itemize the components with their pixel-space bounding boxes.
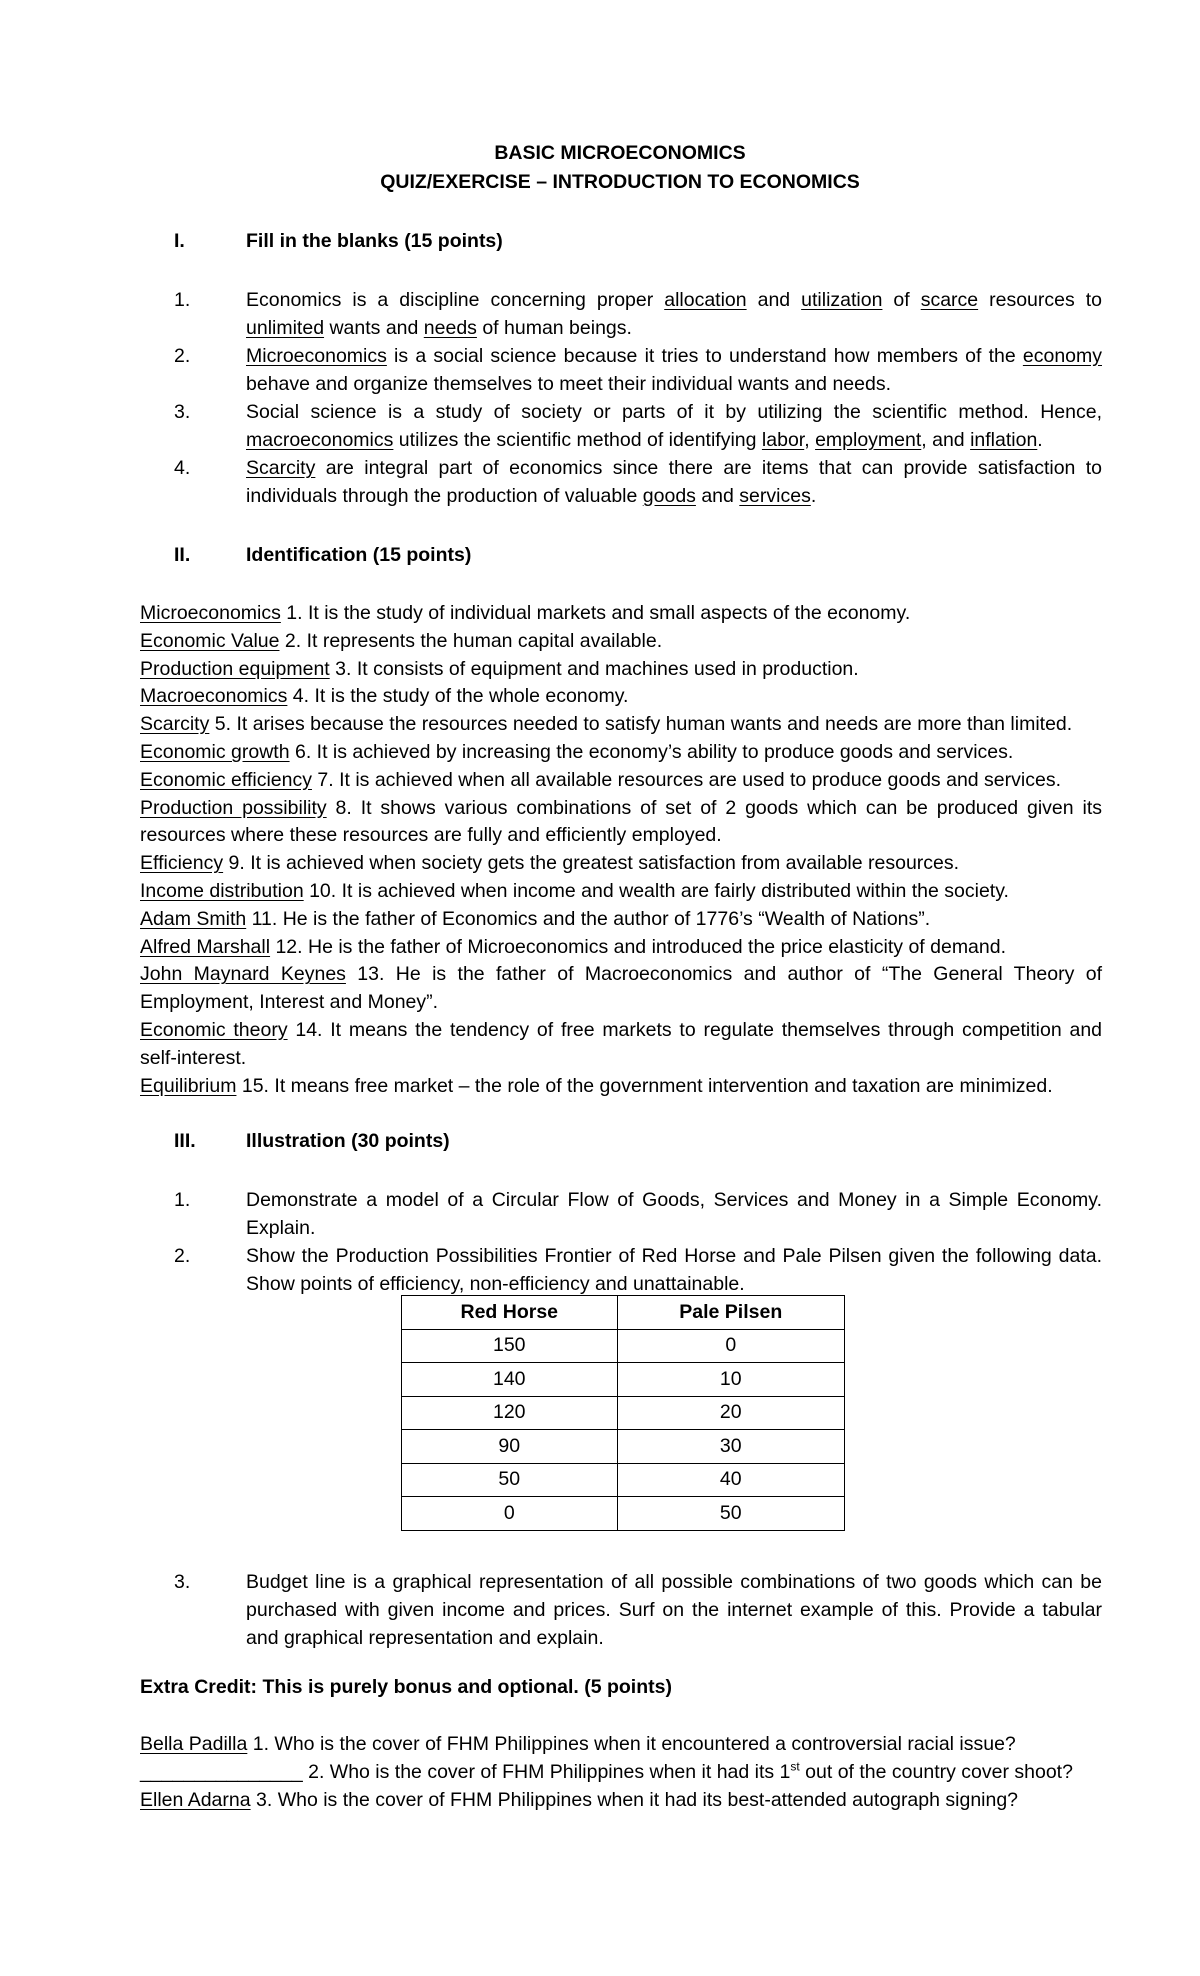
illustration-list bbox=[174, 1186, 1102, 1298]
section-number: II. bbox=[174, 544, 191, 566]
section-number: III. bbox=[174, 1130, 196, 1152]
answer: Production possibility bbox=[140, 796, 327, 819]
table-cell: 40 bbox=[617, 1463, 844, 1497]
answer: Microeconomics bbox=[246, 345, 387, 367]
section-2-heading bbox=[174, 544, 471, 567]
list-item: 3. Budget line is a graphical representation of all possible combinations of two goods which can be purchased with given income and prices. Surf on the internet example of this. Provide a tabular and graphical representation and explain. bbox=[174, 1571, 1102, 1649]
illustration-list-continued bbox=[174, 1568, 1102, 1652]
answer: unlimited bbox=[246, 317, 325, 339]
list-item: Equilibrium 15. It means free market – the role of the government intervention and taxation are minimized. bbox=[140, 1074, 1053, 1097]
table-cell: 20 bbox=[617, 1396, 844, 1430]
answer: Ellen Adarna bbox=[140, 1789, 251, 1811]
identification-list bbox=[140, 600, 1102, 1100]
section-1-heading bbox=[174, 230, 503, 253]
list-item: Efficiency 9. It is achieved when society gets the greatest satisfaction from available resources. bbox=[140, 852, 960, 875]
answer: Bella Padilla bbox=[140, 1733, 248, 1755]
list-item: Adam Smith 11. He is the father of Economics and the author of 1776’s “Wealth of Nations”. bbox=[140, 907, 931, 930]
list-item: Scarcity 5. It arises because the resources needed to satisfy human wants and needs are more than limited. bbox=[140, 713, 1073, 736]
answer-blank: _______________ bbox=[140, 1761, 303, 1783]
list-item: 1. Demonstrate a model of a Circular Flow of Goods, Services and Money in a Simple Economy. Explain. bbox=[174, 1189, 1102, 1239]
table-row bbox=[402, 1363, 845, 1397]
list-item: Economic theory 14. It means the tendency of free markets to regulate themselves through competition and self-interest. bbox=[140, 1018, 1103, 1069]
answer: utilization bbox=[801, 289, 883, 311]
answer: Efficiency bbox=[140, 852, 224, 875]
table-cell: 50 bbox=[402, 1463, 618, 1497]
table-row bbox=[402, 1396, 845, 1430]
fill-in-blanks-list bbox=[174, 286, 1102, 510]
table-row bbox=[402, 1463, 845, 1497]
answer: employment bbox=[815, 429, 922, 451]
list-item: Microeconomics 1. It is the study of individual markets and small aspects of the economy. bbox=[140, 602, 911, 624]
table-row bbox=[402, 1497, 845, 1531]
answer: goods bbox=[642, 485, 696, 507]
list-item: Production equipment 3. It consists of equipment and machines used in production. bbox=[140, 657, 859, 680]
quiz-title: QUIZ/EXERCISE – INTRODUCTION TO ECONOMICS bbox=[380, 171, 860, 193]
answer: John Maynard Keynes bbox=[140, 963, 346, 986]
answer: Scarcity bbox=[246, 457, 316, 479]
list-item: 2. Show the Production Possibilities Frontier of Red Horse and Pale Pilsen given the following data. Show points of efficiency, non-efficiency and unattainable. bbox=[174, 1245, 1102, 1295]
list-item: Income distribution 10. It is achieved when income and wealth are fairly distributed within the society. bbox=[140, 879, 1009, 902]
table-cell: 0 bbox=[402, 1497, 618, 1531]
answer: scarce bbox=[920, 289, 979, 311]
ppf-data-table bbox=[401, 1295, 845, 1531]
extra-credit-heading: Extra Credit: This is purely bonus and optional. (5 points) bbox=[140, 1676, 672, 1698]
list-item: Ellen Adarna 3. Who is the cover of FHM Philippines when it had its best-attended autograph signing? bbox=[140, 1789, 1019, 1811]
list-item: Economic growth 6. It is achieved by increasing the economy’s ability to produce goods and services. bbox=[140, 740, 1014, 763]
table-cell: 50 bbox=[617, 1497, 844, 1531]
list-item: Economic Value 2. It represents the human capital available. bbox=[140, 629, 663, 652]
answer: macroeconomics bbox=[246, 429, 394, 451]
answer: Income distribution bbox=[140, 879, 304, 902]
list-item: 4. Scarcity are integral part of economics since there are items that can provide satisfaction to individuals through the production of valuable goods and services. bbox=[174, 457, 1102, 507]
answer: Economic growth bbox=[140, 740, 290, 763]
table-row bbox=[402, 1430, 845, 1464]
answer: allocation bbox=[664, 289, 747, 311]
table-cell: 140 bbox=[402, 1363, 618, 1397]
list-item: Bella Padilla 1. Who is the cover of FHM Philippines when it encountered a controversial racial issue? bbox=[140, 1733, 1016, 1755]
list-item: _______________ 2. Who is the cover of FHM Philippines when it had its 1st out of the country cover shoot? bbox=[140, 1759, 1073, 1783]
table-header-row bbox=[402, 1296, 845, 1330]
answer: services bbox=[739, 485, 811, 507]
list-item: John Maynard Keynes 13. He is the father of Macroeconomics and author of “The General Theory of Employment, Interest and Money”. bbox=[140, 963, 1102, 1014]
section-title: Illustration (30 points) bbox=[246, 1130, 450, 1152]
answer: Economic efficiency bbox=[140, 768, 312, 791]
section-title: Identification (15 points) bbox=[246, 544, 472, 566]
answer: inflation bbox=[970, 429, 1038, 451]
answer: Macroeconomics bbox=[140, 685, 288, 708]
answer: labor bbox=[761, 429, 805, 451]
answer: Adam Smith bbox=[140, 907, 247, 930]
answer: economy bbox=[1022, 345, 1102, 367]
answer: Equilibrium bbox=[140, 1074, 237, 1097]
answer: Economic theory bbox=[140, 1018, 288, 1041]
table-cell: 90 bbox=[402, 1430, 618, 1464]
section-number: I. bbox=[174, 230, 185, 252]
answer: Scarcity bbox=[140, 713, 210, 736]
answer: Alfred Marshall bbox=[140, 935, 271, 958]
table-row bbox=[402, 1329, 845, 1363]
answer: Production equipment bbox=[140, 657, 330, 680]
table-cell: 10 bbox=[617, 1363, 844, 1397]
table-cell: 120 bbox=[402, 1396, 618, 1430]
list-item: 1. Economics is a discipline concerning proper allocation and utilization of scarce resources to unlimited wants and needs of human beings. bbox=[174, 289, 1102, 339]
list-item: Production possibility 8. It shows various combinations of set of 2 goods which can be produced given its resources where these resources are fully and efficiently employed. bbox=[140, 796, 1102, 847]
extra-credit-list bbox=[140, 1730, 1102, 1814]
list-item: Alfred Marshall 12. He is the father of Microeconomics and introduced the price elasticity of demand. bbox=[140, 935, 1007, 958]
column-header: Red Horse bbox=[402, 1296, 618, 1330]
answer: needs bbox=[423, 317, 477, 339]
table-cell: 0 bbox=[617, 1329, 844, 1363]
table-cell: 30 bbox=[617, 1430, 844, 1464]
list-item: 2. Microeconomics is a social science because it tries to understand how members of the economy behave and organize themselves to meet their individual wants and needs. bbox=[174, 345, 1102, 395]
answer: Economic Value bbox=[140, 629, 280, 652]
list-item: Economic efficiency 7. It is achieved when all available resources are used to produce goods and services. bbox=[140, 768, 1061, 791]
table-cell: 150 bbox=[402, 1329, 618, 1363]
section-title: Fill in the blanks (15 points) bbox=[246, 230, 503, 252]
answer: Microeconomics bbox=[140, 602, 281, 624]
course-title: BASIC MICROECONOMICS bbox=[494, 142, 746, 164]
list-item: 3. Social science is a study of society or parts of it by utilizing the scientific method. Hence, macroeconomics utilizes the scientific method of identifying labor, employment, and inflation. bbox=[174, 401, 1102, 451]
column-header: Pale Pilsen bbox=[617, 1296, 844, 1330]
list-item: Macroeconomics 4. It is the study of the whole economy. bbox=[140, 685, 629, 708]
section-3-heading bbox=[174, 1130, 450, 1153]
